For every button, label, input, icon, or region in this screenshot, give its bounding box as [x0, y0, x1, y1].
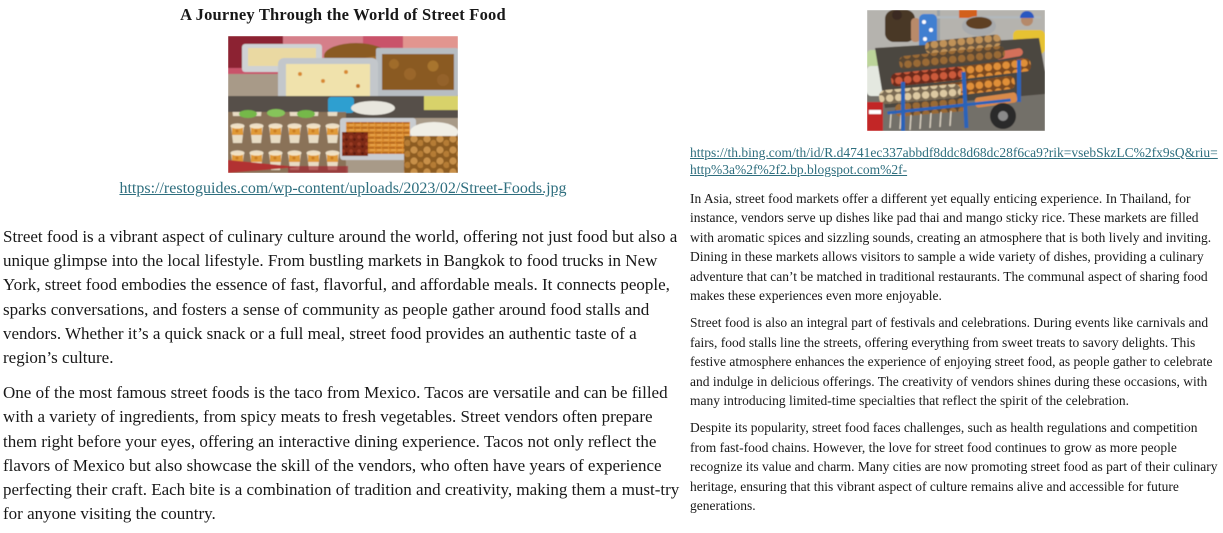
- right-image-link[interactable]: https://th.bing.com/th/id/R.d4741ec337abbdf8ddc8d68dc28f6ca9?rik=vsebSkzLC%2fx9sQ&riu=http%3a%2f%2f2.bp.blogspot.com%2f-: [690, 145, 1218, 177]
- paragraph-street-food-intro: Street food is a vibrant aspect of culinary culture around the world, offering not just food but also a unique glimpse into the local lifestyle. From bustling markets in Bangkok to food trucks in New York, street food embodies the essence of fast, flavorful, and affordable meals. It connects people, sparks conversations, and fosters a sense of community as people gather around food stalls and vendors. Whether it’s a quick snack or a full meal, street food provides an authentic taste of a region’s culture.: [3, 227, 678, 368]
- right-column: [690, 0, 1221, 516]
- left-image-link[interactable]: https://restoguides.com/wp-content/uploads/2023/02/Street-Foods.jpg: [119, 180, 567, 197]
- paragraph-festivals: Street food is also an integral part of festivals and celebrations. During events like carnivals and fairs, food stalls line the streets, offering everything from sweet treats to savory delights. This festive atmosphere enhances the experience of enjoying street food, as people gather to celebrate and indulge in delicious offerings. The creativity of vendors shines during these occasions, with many introducing limited-time specialties that reflect the spirit of the celebration.: [690, 315, 1213, 409]
- paragraph-asia-markets: In Asia, street food markets offer a different yet equally enticing experience. In Thailand, for instance, vendors serve up dishes like pad thai and mango sticky rice. These markets are filled with aromatic spices and sizzling sounds, creating an atmosphere that is both lively and inviting. Dining in these markets allows visitors to sample a wide variety of dishes, providing a culinary adventure that can’t be matched in traditional restaurants. The communal aspect of sharing food makes these experiences even more enjoyable.: [690, 191, 1212, 304]
- paragraph-tacos-mexico: One of the most famous street foods is the taco from Mexico. Tacos are versatile and can be filled with a variety of ingredients, from spicy meats to fresh vegetables. Street vendors often prepare them right before your eyes, offering an interactive dining experience. Tacos not only reflect the flavors of Mexico but also showcase the skill of the vendors, who often have years of experience perfecting their craft. Each bite is a combination of tradition and creativity, making them a must-try for anyone visiting the country.: [3, 383, 680, 524]
- page-title: A Journey Through the World of Street Food: [180, 5, 506, 24]
- street-food-skewer-cart-image: [867, 10, 1045, 131]
- street-food-buffet-image: [228, 36, 458, 173]
- paragraph-challenges: Despite its popularity, street food faces challenges, such as health regulations and competition from fast-food chains. However, the love for street food continues to grow as more people recognize its value and charm. Many cities are now promoting street food as part of their culinary heritage, ensuring that this vibrant aspect of culture remains alive and accessible for future generations.: [690, 420, 1218, 514]
